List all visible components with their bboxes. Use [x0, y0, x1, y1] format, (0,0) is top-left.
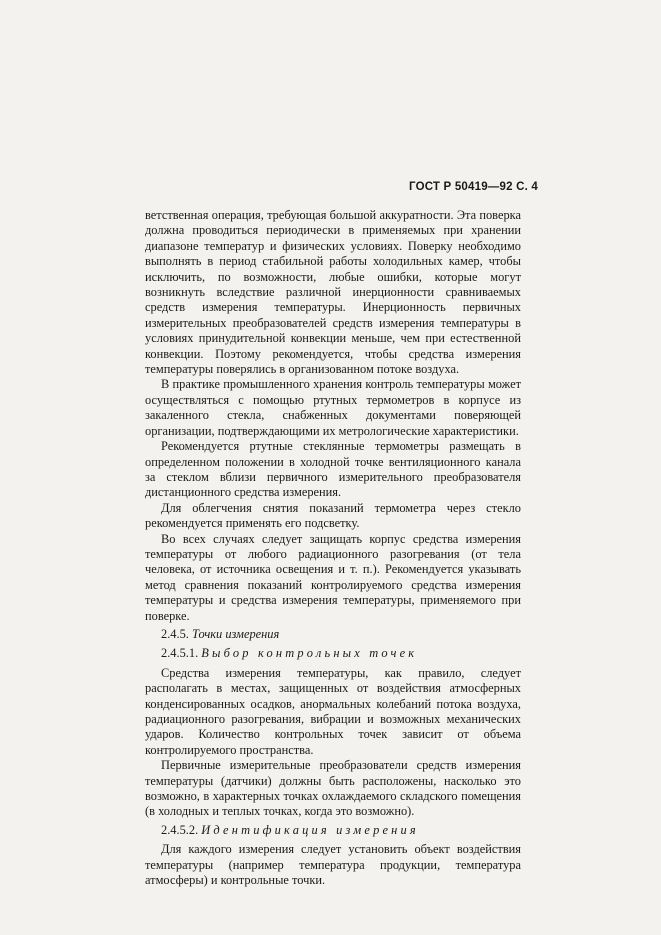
section-heading-measurement-points: [145, 627, 521, 642]
section-title: Идентификация измерения: [201, 822, 419, 837]
paragraph-continuation: ветственная операция, требующая большой аккуратности. Эта поверка должна проводиться периодически в применяемых при хранении диапазоне температур и физических условиях. Поверку необходимо выполнять в период стабильной работы холодильных камер, чтобы исключить, по возможности, любые ошибки, которые могут возникнуть вследствие различной инерционности сравниваемых средств измерения температуры. Инерционность первичных измерительных преобразователей средств измерения температуры в условиях принудительной конвекции меньше, чем при естественной конвекции. Поэтому рекомендуется, чтобы средства измерения температуры поверялись в организованном потоке воздуха.: [145, 208, 521, 377]
document-body: [145, 208, 521, 888]
section-title: Выбор контрольных точек: [201, 646, 418, 661]
paragraph-measurement-object: Для каждого измерения следует установить объект воздействия температуры (например температура продукции, температура атмосферы) и контрольные точки.: [145, 842, 521, 888]
section-number: 2.4.5.1.: [161, 646, 199, 661]
section-title: Точки измерения: [192, 626, 280, 641]
paragraph-radiation-protection: Во всех случаях следует защищать корпус средства измерения температуры от любого радиационного разогревания (от тела человека, от источника освещения и т. п.). Рекомендуется указывать метод сравнения показаний контролируемого средства измерения температуры и средства измерения температуры, применяемого при поверке.: [145, 531, 521, 623]
section-number: 2.4.5.: [161, 626, 189, 641]
paragraph-placement: Рекомендуется ртутные стеклянные термометры размещать в определенном положении в холодной точке вентиляционного канала за стеклом вблизи первичного измерительного преобразователя дистанционного средства измерения.: [145, 439, 521, 500]
paragraph-mercury-thermometers: В практике промышленного хранения контроль температуры может осуществляться с помощью ртутных термометров в корпусе из закаленного стекла, снабженных документами поверяющей организации, подтверждающими их метрологические характеристики.: [145, 377, 521, 438]
section-heading-identification: [145, 823, 521, 838]
paragraph-location-requirements: Средства измерения температуры, как правило, следует располагать в местах, защищенных от воздействия атмосферных конденсированных осадков, анормальных колебаний потока воздуха, радиационного разогревания, вибрации и возможных механических ударов. Количество контрольных точек зависит от объема контролируемого пространства.: [145, 665, 521, 757]
page-header: ГОСТ Р 50419—92 С. 4: [409, 181, 538, 193]
paragraph-illumination: Для облегчения снятия показаний термометра через стекло рекомендуется применять его подсветку.: [145, 500, 521, 531]
section-number: 2.4.5.2.: [161, 822, 199, 837]
paragraph-sensor-placement: Первичные измерительные преобразователи средств измерения температуры (датчики) должны быть расположены, насколько это возможно, в характерных точках охлаждаемого складского помещения (в холодных и теплых точках, когда это возможно).: [145, 758, 521, 819]
section-heading-choice-of-points: [145, 646, 521, 661]
